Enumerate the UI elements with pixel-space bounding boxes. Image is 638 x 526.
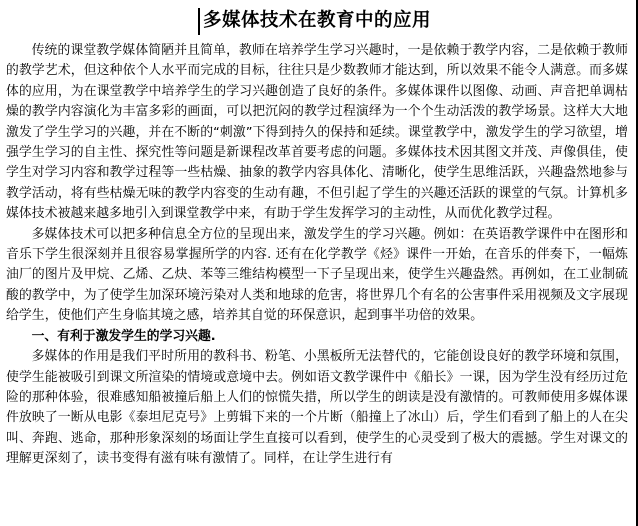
section-heading[interactable]: 一、有利于激发学生的学习兴趣.	[31, 328, 216, 344]
section-paragraph-1[interactable]: 多媒体的作用是我们平时所用的教科书、粉笔、小黑板所无法替代的，它能创设良好的教学环境和氛围，使学生能被吸引到课文所渲染的情境或意境中去。例如语文教学课件中《船长》一课，因为学生没有经历过危险的那种体验，很难感知船被撞后船上人们的惊慌失措，所以学生的朗读是没有激情的。可教师使用多媒体课件放映了一断从电影《泰坦尼克号》上剪辑下来的一个片断（船撞上了冰山）后，学生们看到了船上的人在尖叫、奔跑、逃命，那种形象深刻的场面让学生直接可以看到，使学生的心灵受到了极大的震撼。学生对课文的理解更深刻了，读书变得有滋有味有激情了。同样，在让学生进行有	[6, 349, 628, 467]
text-cursor	[198, 8, 200, 35]
document-body[interactable]	[6, 41, 628, 470]
document-title[interactable]	[203, 8, 431, 34]
body-paragraph-2[interactable]: 多媒体技术可以把多种信息全方位的呈现出来，激发学生的学习兴趣。例如：在英语教学课件中在图形和音乐下学生很深刻并且很容易掌握所学的内容. 还有在化学教学《烃》课件一开始，在音乐的伴奏下，一幅炼油厂的图片及甲烷、乙烯、乙炔、苯等三维结构模型一下子呈现出来，使学生兴趣盎然。再例如，在工业制硫酸的教学中，为了使学生加深环境污染对人类和地球的危害，将世界几个有名的公害事件采用视频及文字展现给学生，使他们产生身临其境之感，培养其自觉的环保意识，起到事半功倍的效果。	[6, 226, 628, 324]
title-line	[0, 8, 634, 34]
document-title-text[interactable]: 多媒体技术在教育中的应用	[202, 10, 431, 31]
body-paragraph-1[interactable]: 传统的课堂教学媒体简陋并且简单，教师在培养学生学习兴趣时，一是依赖于教学内容，二是依赖于教师的教学艺术，但这种依个人水平而完成的目标，往往只是少数教师才能达到，所以效果不能令人满意。而多媒体的应用，为在课堂教学中培养学生的学习兴趣创造了良好的条件。多媒体课件以图像、动画、声音把单调枯燥的教学内容演化为丰富多彩的画面，可以把沉闷的教学过程演绎为一个个生动活泼的教学场景。这样大大地激发了学生学习的兴趣，并在不断的“刺激”下得到持久的保持和延续。课堂教学中，激发学生的学习欲望，增强学生学习的自主性、探究性等问题是新课程改革首要考虑的问题。多媒体技术因其图文并茂、声像俱佳，使学生对学习内容和教学过程等一些枯燥、抽象的教学内容具体化、清晰化，使学生思维活跃，兴趣盎然地参与教学活动，将有些枯燥无味的教学内容变的生动有趣，不但引起了学生的兴趣还活跃的课堂的气氛。计算机多媒体技术被越来越多地引入到课堂教学中来，有助于学生发挥学习的主动性，从而优化教学过程。	[6, 43, 628, 222]
